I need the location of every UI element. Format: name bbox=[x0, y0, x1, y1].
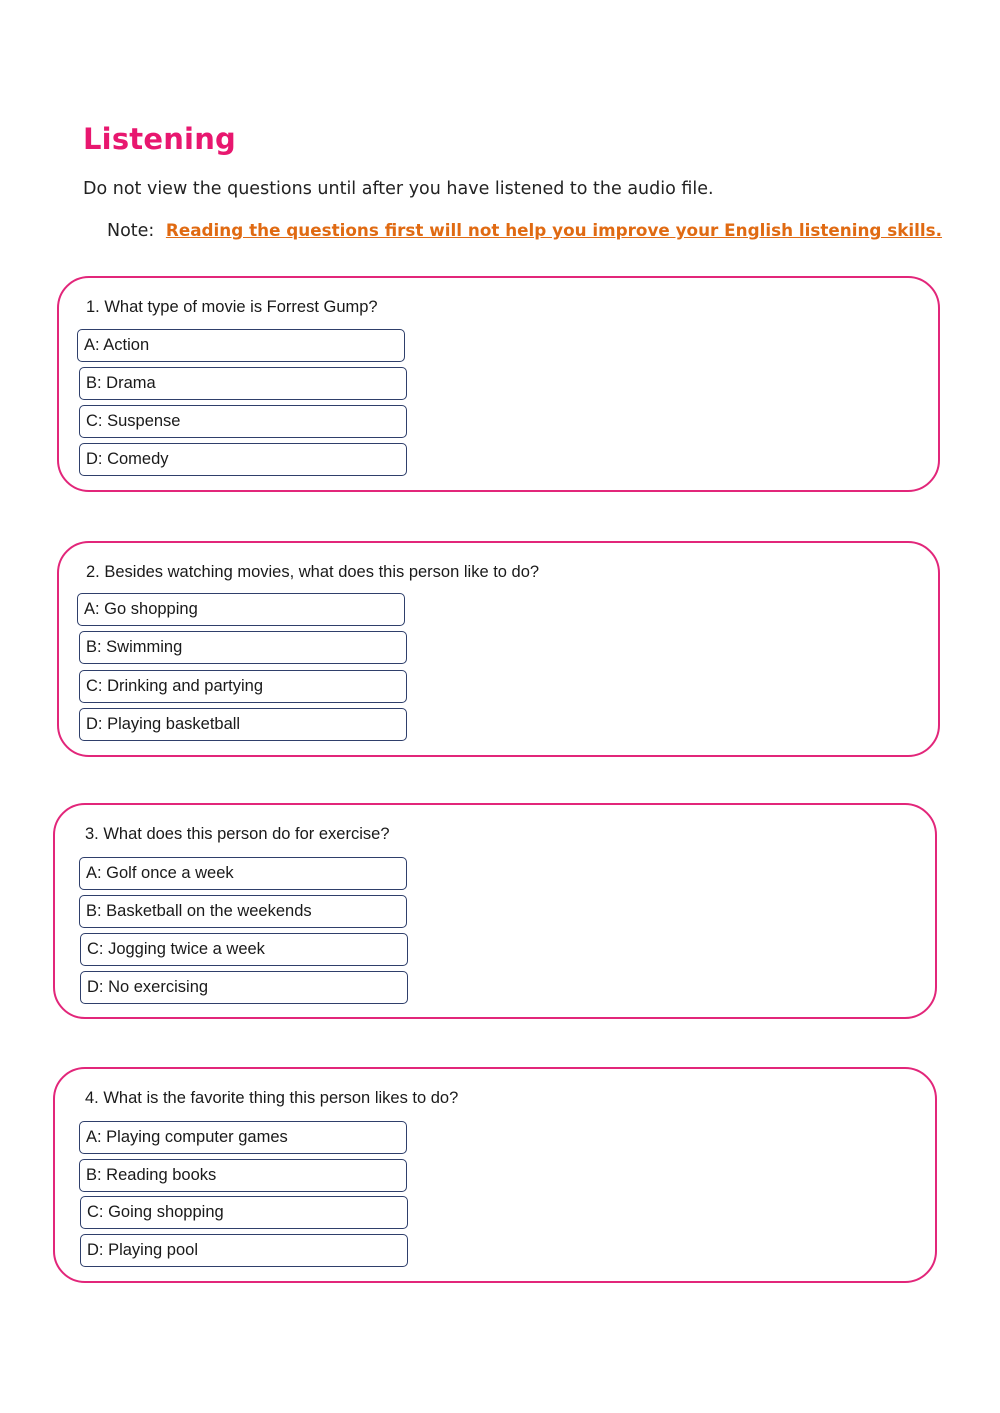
option-c[interactable]: C: Suspense bbox=[79, 405, 407, 438]
option-c[interactable]: C: Going shopping bbox=[80, 1196, 408, 1229]
question-text: 1. What type of movie is Forrest Gump? bbox=[86, 298, 378, 316]
option-b[interactable]: B: Basketball on the weekends bbox=[79, 895, 407, 928]
option-b[interactable]: B: Swimming bbox=[79, 631, 407, 664]
note-label: Note: bbox=[107, 221, 155, 241]
question-text: 4. What is the favorite thing this person likes to do? bbox=[85, 1089, 459, 1107]
question-text: 2. Besides watching movies, what does this person like to do? bbox=[86, 563, 540, 581]
option-a[interactable]: A: Go shopping bbox=[77, 593, 405, 626]
note-text: Reading the questions first will not help you improve your English listening skills. bbox=[165, 220, 943, 240]
option-a[interactable]: A: Playing computer games bbox=[79, 1121, 407, 1154]
question-text: 3. What does this person do for exercise? bbox=[85, 825, 390, 843]
option-b[interactable]: B: Drama bbox=[79, 367, 407, 400]
option-b[interactable]: B: Reading books bbox=[79, 1159, 407, 1192]
question-box-1 bbox=[57, 276, 940, 492]
option-d[interactable]: D: Comedy bbox=[79, 443, 407, 476]
question-box-3 bbox=[53, 803, 937, 1019]
option-d[interactable]: D: Playing pool bbox=[80, 1234, 408, 1267]
question-box-2 bbox=[57, 541, 940, 757]
option-d[interactable]: D: Playing basketball bbox=[79, 708, 407, 741]
page-title: Listening bbox=[83, 122, 237, 156]
note-line bbox=[107, 220, 942, 241]
option-c[interactable]: C: Drinking and partying bbox=[79, 670, 407, 703]
instruction-text: Do not view the questions until after you have listened to the audio file. bbox=[83, 179, 714, 199]
question-box-4 bbox=[53, 1067, 937, 1283]
option-a[interactable]: A: Action bbox=[77, 329, 405, 362]
option-d[interactable]: D: No exercising bbox=[80, 971, 408, 1004]
option-a[interactable]: A: Golf once a week bbox=[79, 857, 407, 890]
option-c[interactable]: C: Jogging twice a week bbox=[80, 933, 408, 966]
